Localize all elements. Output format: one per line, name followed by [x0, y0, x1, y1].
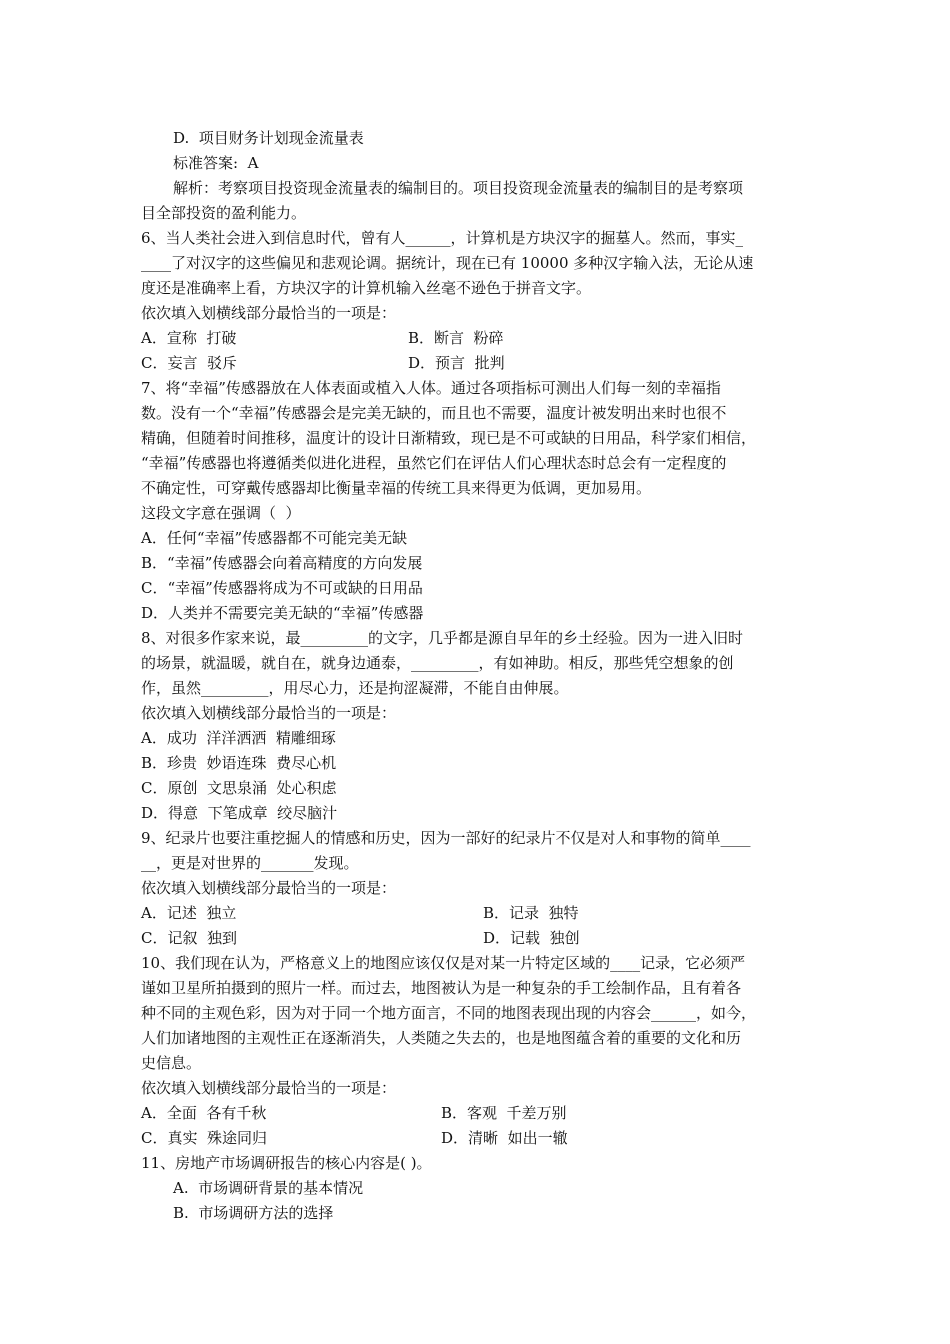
q10-option-c: C．真实 殊途同归 — [141, 1129, 268, 1147]
q5-analysis-line: 解析：考察项目投资现金流量表的编制目的。项目投资现金流量表的编制目的是考察项 — [173, 179, 744, 197]
q8-stem-line: 作，虽然_________，用尽心力，还是拘涩凝滞，不能自由伸展。 — [141, 679, 569, 697]
q7-option-d: D．人类并不需要完美无缺的“幸福”传感器 — [141, 604, 424, 622]
q10-stem-line: 人们加诸地图的主观性正在逐渐消失，人类随之失去的，也是地图蕴含着的重要的文化和历 — [141, 1029, 742, 1047]
q7-stem-line: 数。没有一个“幸福”传感器会是完美无缺的，而且也不需要，温度计被发明出来时也很不 — [141, 404, 727, 422]
q11-option-b: B. 市场调研方法的选择 — [173, 1204, 334, 1222]
q9-option-d: D．记载 独创 — [483, 929, 580, 947]
q8-option-c: C．原创 文思泉涌 处心积虑 — [141, 779, 337, 797]
q6-stem-line: ____了对汉字的这些偏见和悲观论调。据统计，现在已有 10000 多种汉字输入法，无论从速 — [141, 254, 754, 272]
q9-stem-line: 9、纪录片也要注重挖掘人的情感和历史，因为一部好的纪录片不仅是对人和事物的简单____ — [141, 829, 751, 847]
q6-stem-line: 6、当人类社会进入到信息时代，曾有人______，计算机是方块汉字的掘墓人。然而，事实_ — [141, 229, 744, 247]
document-page — [141, 126, 813, 1226]
q11-stem: 11、房地产市场调研报告的核心内容是( )。 — [141, 1154, 432, 1172]
q6-options-row — [141, 326, 813, 351]
q5-option-d: D. 项目财务计划现金流量表 — [173, 129, 364, 147]
q6-instruction: 依次填入划横线部分最恰当的一项是： — [141, 304, 397, 322]
q9-stem-line: __，更是对世界的_______发现。 — [141, 854, 359, 872]
q10-option-d: D．清晰 如出一辙 — [441, 1129, 568, 1147]
q6-option-c: C．妄言 驳斥 — [141, 354, 238, 372]
q10-instruction: 依次填入划横线部分最恰当的一项是： — [141, 1079, 397, 1097]
q7-stem-line: “幸福”传感器也将遵循类似进化进程，虽然它们在评估人们心理状态时总会有一定程度的 — [141, 454, 727, 472]
q10-options-row — [141, 1101, 813, 1126]
q5-analysis-line: 目全部投资的盈利能力。 — [141, 204, 307, 222]
q9-options-row — [141, 926, 813, 951]
q7-instruction: 这段文字意在强调（ ） — [141, 504, 301, 522]
q8-stem-line: 的场景，就温暖，就自在，就身边通泰，_________，有如神助。相反，那些凭空想象的创 — [141, 654, 734, 672]
q7-stem-line: 不确定性，可穿戴传感器却比衡量幸福的传统工具来得更为低调，更加易用。 — [141, 479, 652, 497]
q10-stem-line: 谨如卫星所拍摄到的照片一样。而过去，地图被认为是一种复杂的手工绘制作品，且有着各 — [141, 979, 742, 997]
q9-options-row — [141, 901, 813, 926]
q6-stem-line: 度还是准确率上看，方块汉字的计算机输入丝毫不逊色于拼音文字。 — [141, 279, 592, 297]
q7-stem-line: 精确，但随着时间推移，温度计的设计日渐精致，现已是不可或缺的日用品，科学家们相信， — [141, 429, 757, 447]
q8-instruction: 依次填入划横线部分最恰当的一项是： — [141, 704, 397, 722]
q7-stem-line: 7、将“幸福”传感器放在人体表面或植入人体。通过各项指标可测出人们每一刻的幸福指 — [141, 379, 721, 397]
q11-option-a: A. 市场调研背景的基本情况 — [173, 1179, 364, 1197]
q10-stem-line: 史信息。 — [141, 1054, 202, 1072]
q10-options-row — [141, 1126, 813, 1151]
q6-option-b: B．断言 粉碎 — [408, 329, 504, 347]
q10-option-b: B．客观 千差万别 — [441, 1104, 567, 1122]
q6-options-row — [141, 351, 813, 376]
q9-option-a: A．记述 独立 — [141, 904, 237, 922]
q10-option-a: A．全面 各有千秋 — [141, 1104, 267, 1122]
q9-instruction: 依次填入划横线部分最恰当的一项是： — [141, 879, 397, 897]
q6-option-a: A．宣称 打破 — [141, 329, 237, 347]
q7-option-b: B．“幸福”传感器会向着高精度的方向发展 — [141, 554, 423, 572]
q9-option-c: C．记叙 独到 — [141, 929, 238, 947]
q10-stem-line: 10、我们现在认为，严格意义上的地图应该仅仅是对某一片特定区域的____记录，它必须严 — [141, 954, 746, 972]
q7-option-c: C．“幸福”传感器将成为不可或缺的日用品 — [141, 579, 423, 597]
q9-option-b: B．记录 独特 — [483, 904, 579, 922]
q6-option-d: D．预言 批判 — [408, 354, 505, 372]
q5-answer: 标准答案: A — [173, 154, 259, 172]
q10-stem-line: 种不同的主观色彩，因为对于同一个地方面言，不同的地图表现出现的内容会______，如今， — [141, 1004, 757, 1022]
q8-option-a: A．成功 洋洋洒洒 精雕细琢 — [141, 729, 336, 747]
q7-option-a: A．任何“幸福”传感器都不可能完美无缺 — [141, 529, 408, 547]
q8-stem-line: 8、对很多作家来说，最_________的文字，几乎都是源自早年的乡土经验。因为一进入旧时 — [141, 629, 744, 647]
q8-option-b: B．珍贵 妙语连珠 费尽心机 — [141, 754, 337, 772]
q8-option-d: D．得意 下笔成章 绞尽脑汁 — [141, 804, 338, 822]
